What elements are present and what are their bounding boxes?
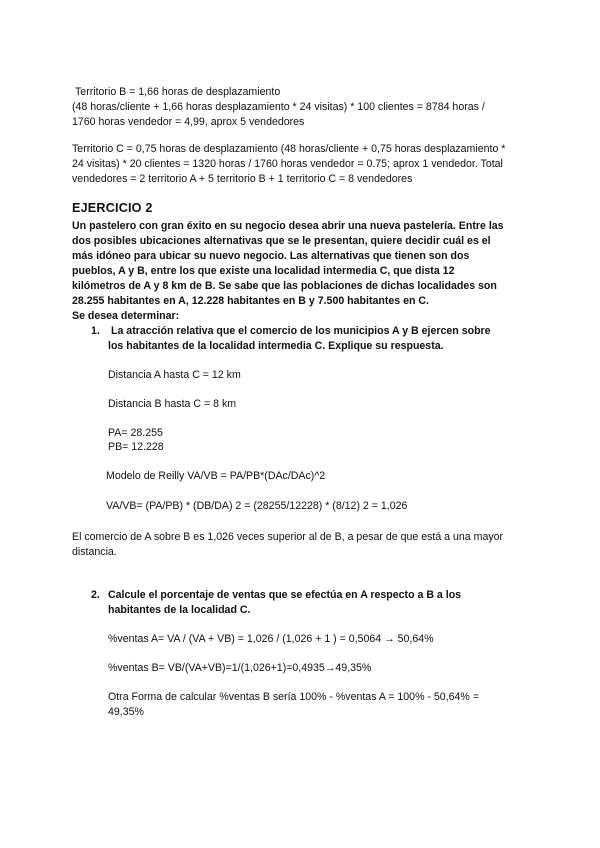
territory-b-calc-line: (48 horas/cliente + 1,66 horas desplazamiento * 24 visitas) * 100 clientes = 8784 horas /: [72, 101, 485, 113]
statement-line: Un pastelero con gran éxito en su negocio desea abrir una nueva pastelería. Entre las: [72, 220, 504, 232]
territory-c-calc-line: 24 visitas) * 20 clientes = 1320 horas / 1760 horas vendedor = 0.75; aprox 1 vendedor. Total: [72, 158, 503, 170]
statement-line: Se desea determinar:: [72, 310, 180, 322]
territory-b-line: Territorio B = 1,66 horas de desplazamiento: [75, 86, 281, 98]
statement-line: kilómetros de A y 8 km de B. Se sabe que las poblaciones de dichas localidades son: [72, 280, 497, 292]
conclusion-line: distancia.: [72, 546, 117, 558]
population-b-line: PB= 12.228: [108, 441, 164, 453]
question-2-text: Calcule el porcentaje de ventas que se efectúa en A respecto a B a los: [108, 589, 462, 601]
territory-b-result-line: 1760 horas vendedor = 4,99, aprox 5 vendedores: [72, 116, 305, 128]
reilly-model-line: Modelo de Reilly VA/VB = PA/PB*(DAc/DAc)^2: [106, 470, 326, 482]
question-1-number: 1.: [91, 325, 100, 337]
question-1-text: La atracción relativa que el comercio de los municipios A y B ejercen sobre: [111, 325, 491, 337]
sales-b-line: %ventas B= VB/(VA+VB)=1/(1,026+1)=0,4935→49,35%: [108, 662, 372, 674]
total-vendors-line: vendedores = 2 territorio A + 5 territorio B + 1 territorio C = 8 vendedores: [72, 173, 413, 185]
statement-line: pueblos, A y B, entre los que existe una localidad intermedia C, que dista 12: [72, 265, 455, 277]
alternative-calc-line: 49,35%: [108, 706, 144, 718]
statement-line: dos posibles ubicaciones alternativas que se le presentan, quiere decidir cuál es el: [72, 235, 491, 247]
exercise-heading: EJERCICIO 2: [72, 201, 153, 215]
conclusion-line: El comercio de A sobre B es 1,026 veces superior al de B, a pesar de que está a una mayor: [72, 531, 504, 543]
sales-a-line: %ventas A= VA / (VA + VB) = 1,026 / (1,026 + 1 ) = 0,5064 → 50,64%: [108, 633, 434, 645]
distance-b-line: Distancia B hasta C = 8 km: [108, 398, 237, 410]
distance-a-line: Distancia A hasta C = 12 km: [108, 369, 241, 381]
question-1-text: los habitantes de la localidad intermedia C. Explique su respuesta.: [108, 340, 444, 352]
reilly-calc-line: VA/VB= (PA/PB) * (DB/DA) 2 = (28255/12228) * (8/12) 2 = 1,026: [106, 500, 408, 512]
population-a-line: PA= 28.255: [108, 427, 163, 439]
question-2-text: habitantes de la localidad C.: [108, 604, 251, 616]
statement-line: 28.255 habitantes en A, 12.228 habitantes en B y 7.500 habitantes en C.: [72, 295, 429, 307]
alternative-calc-line: Otra Forma de calcular %ventas B sería 100% - %ventas A = 100% - 50,64% =: [108, 691, 479, 703]
question-2-number: 2.: [91, 589, 100, 601]
statement-line: más idóneo para ubicar su nuevo negocio. Las alternativas que tienen son dos: [72, 250, 470, 262]
territory-c-line: Territorio C = 0,75 horas de desplazamiento (48 horas/cliente + 0,75 horas desplazamiento *: [72, 143, 506, 155]
